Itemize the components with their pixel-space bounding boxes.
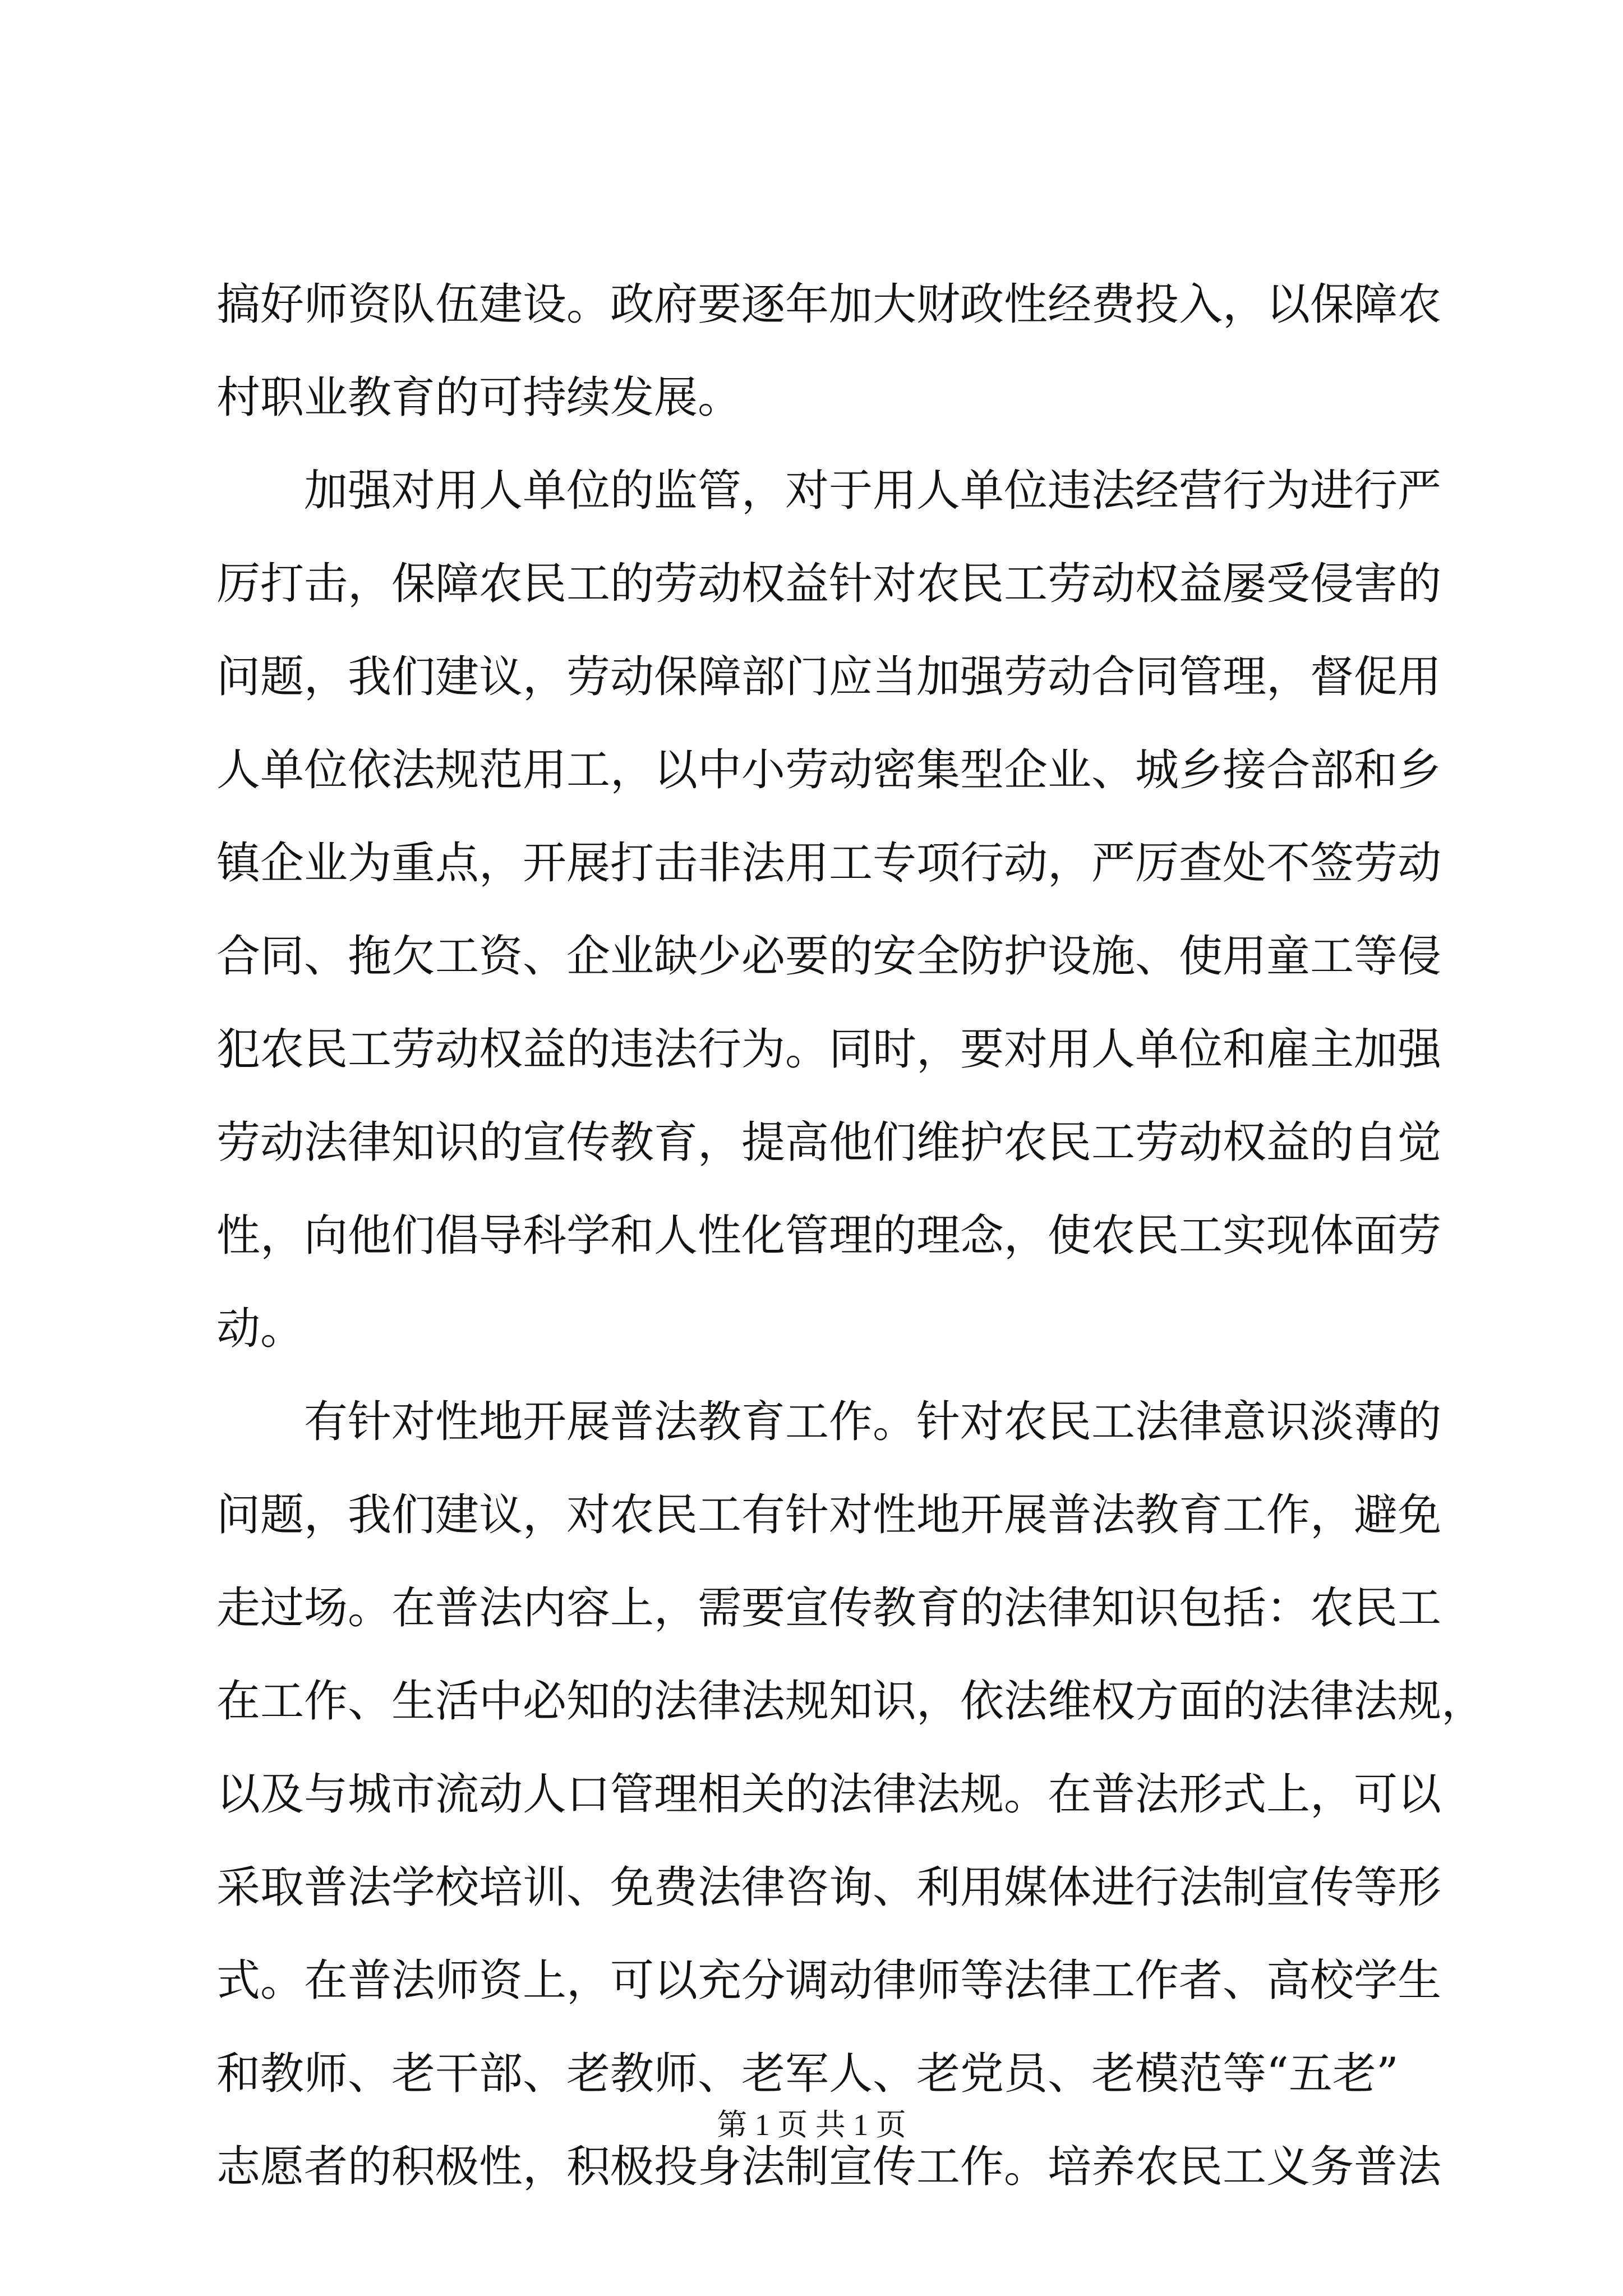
text-line: 走过场。在普法内容上，需要宣传教育的法律知识包括：农民工	[216, 1583, 1442, 1634]
text-line: 动。	[216, 1304, 305, 1354]
text-line: 劳动法律知识的宣传教育，提高他们维护农民工劳动权益的自觉	[216, 1117, 1442, 1168]
text-line: 性，向他们倡导科学和人性化管理的理念，使农民工实现体面劳	[216, 1211, 1442, 1261]
text-line: 厉打击，保障农民工的劳动权益针对农民工劳动权益屡受侵害的	[216, 559, 1442, 609]
text-line: 问题，我们建议，劳动保障部门应当加强劳动合同管理，督促用	[216, 652, 1442, 702]
text-line: 村职业教育的可持续发展。	[216, 372, 742, 423]
page-number-footer: 第 1 页 共 1 页	[717, 2108, 906, 2142]
document-body	[216, 258, 1486, 2214]
text-line: 犯农民工劳动权益的违法行为。同时，要对用人单位和雇主加强	[216, 1024, 1442, 1075]
text-line: 问题，我们建议，对农民工有针对性地开展普法教育工作，避免	[216, 1490, 1442, 1540]
text-line: 在工作、生活中必知的法律法规知识，依法维权方面的法律法规，	[216, 1676, 1486, 1727]
text-line: 采取普法学校培训、免费法律咨询、利用媒体进行法制宣传等形	[216, 1862, 1442, 1913]
text-line: 式。在普法师资上，可以充分调动律师等法律工作者、高校学生	[216, 1955, 1442, 2006]
paragraph-first-line: 有针对性地开展普法教育工作。针对农民工法律意识淡薄的	[304, 1397, 1442, 1447]
paragraph-first-line: 加强对用人单位的监管，对于用人单位违法经营行为进行严	[304, 466, 1442, 516]
text-line: 人单位依法规范用工，以中小劳动密集型企业、城乡接合部和乡	[216, 745, 1442, 795]
text-line: 和教师、老干部、老教师、老军人、老党员、老模范等“五老”	[216, 2049, 1399, 2099]
text-line: 镇企业为重点，开展打击非法用工专项行动，严厉查处不签劳动	[216, 838, 1442, 889]
text-line: 志愿者的积极性，积极投身法制宣传工作。培养农民工义务普法	[216, 2142, 1442, 2192]
text-line: 以及与城市流动人口管理相关的法律法规。在普法形式上，可以	[216, 1769, 1442, 1820]
text-line: 合同、拖欠工资、企业缺少必要的安全防护设施、使用童工等侵	[216, 931, 1442, 982]
text-line: 搞好师资队伍建设。政府要逐年加大财政性经费投入，以保障农	[216, 279, 1442, 330]
